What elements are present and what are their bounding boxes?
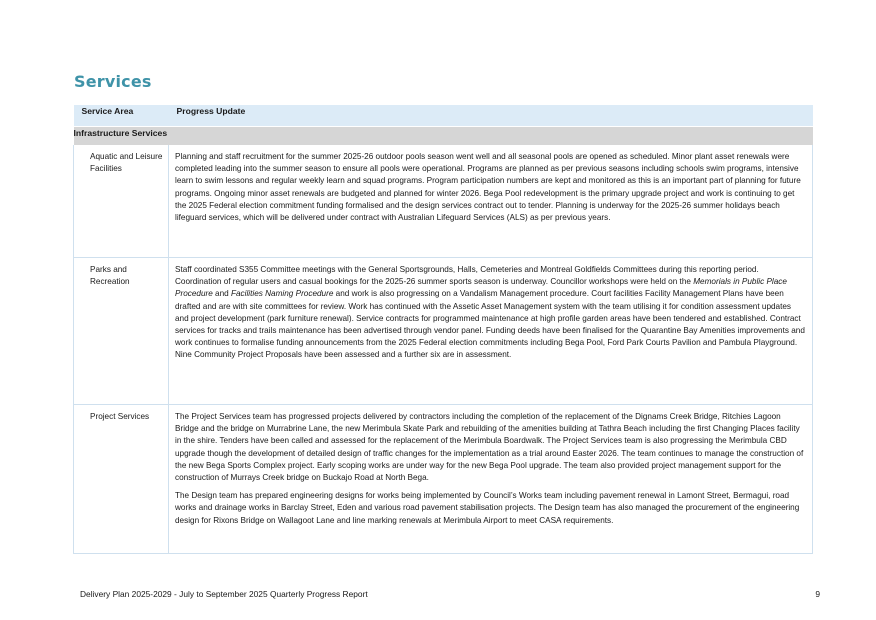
- table-row: [74, 145, 813, 258]
- text-run: and work is also progressing on a Vandalism Management procedure. Court facilities Facility Management Plans have been drafted and are with site committees for review. Work has continued with the Assetic Asset Management system with the team utilising it for condition assessment updates and project development (park furniture renewal). Service contracts for programmed maintenance at high profile garden areas have been tendered and established. Contract services for tracks and trails maintenance has been advertised through vendor panel. Funding deeds have been finalised for the Quarantine Bay Amenities improvements and work continues to formalise funding announcements from the 2025 Federal election commitments including Bega Pool, Ford Park Courts Pavilion and Pambula Playground. Nine Community Project Proposals have been assessed and a further six are in assessment.: [175, 289, 805, 360]
- service-area-cell: Aquatic and Leisure Facilities: [74, 145, 169, 258]
- progress-paragraph: [175, 264, 806, 362]
- progress-update-cell: [169, 145, 813, 258]
- page-number: 9: [815, 589, 820, 599]
- text-run: Staff coordinated S355 Committee meetings with the General Sportsgrounds, Halls, Cemeteries and Montreal Goldfields Committees during this reporting period. Coordination of regular users and casual bookings for the 2025-26 summer sports season is underway. Councillor workshops were held on the: [175, 265, 759, 287]
- text-run: Planning and staff recruitment for the summer 2025-26 outdoor pools season went well and all seasonal pools are opened as scheduled. Minor plant asset renewals were completed leading into the summer season to ensure all pools were operational. Programs are planned as per previous seasons including schools swim programs, intensive learn to swim lessons and regular weekly learn and squad programs. Program participation numbers are kept and monitored as this is an important part of planning for future programs. Ongoing minor asset renewals are budgeted and planned for winter 2026. Bega Pool redevelopment is the primary upgrade project and work is continuing to get the 2025 Federal election commitment funding formalised and the design services contract out to tender. Planning is underway for the 2025-26 summer holidays beach lifeguard services, which will be delivered under contract with Australian Lifeguard Services (ALS) as per previous years.: [175, 152, 801, 223]
- text-run: and: [212, 289, 231, 299]
- table-row: [74, 405, 813, 554]
- group-row: [74, 127, 813, 146]
- procedure-name: Memorials in Public Place Procedure: [175, 277, 787, 299]
- column-header-service-area: Service Area: [74, 105, 169, 127]
- procedure-name: Facilities Naming Procedure: [231, 289, 334, 299]
- progress-paragraph: [175, 490, 806, 527]
- service-area-cell: Project Services: [74, 405, 169, 554]
- table-header-row: [74, 105, 813, 127]
- services-table: [73, 105, 813, 554]
- progress-update-cell: [169, 258, 813, 405]
- column-header-progress-update: Progress Update: [169, 105, 813, 127]
- text-run: The Project Services team has progressed projects delivered by contractors including the completion of the replacement of the Dignams Creek Bridge, Ritchies Lagoon Bridge and the bridge on Murrabrine Lane, the new Merimbula Skate Park and rebuilding of the amenities building at Tathra Beach including the first Changing Places facility in the shire. Tenders have been called and assessed for the replacement of the Merimbula Boardwalk. The Project Services team is also progressing the Merimbula CBD upgrade though the development of detailed design of traffic changes for the implementation as a trial around Easter 2026. The team continues to manage the construction of the new Bega Sports Complex project. Early scoping works are under way for the new Bega Pool upgrade. The team also provided project management support for the construction of Murrays Creek bridge on Buckajo Road at North Bega.: [175, 412, 804, 483]
- table-row: [74, 258, 813, 405]
- service-area-cell: Parks and Recreation: [74, 258, 169, 405]
- progress-paragraph: [175, 411, 806, 484]
- text-run: The Design team has prepared engineering designs for works being implemented by Council’s Works team including pavement renewal in Lamont Street, Bermagui, road works and drainage works in Barclay Street, Eden and various road pavement stabilisation projects. The Design team has also managed the procurement of the engineering design for Rixons Bridge on Wallagoot Lane and line marking renewals at Merimbula Airport to meet CASA requirements.: [175, 491, 800, 525]
- progress-update-cell: [169, 405, 813, 554]
- page-title: Services: [74, 72, 152, 91]
- progress-paragraph: [175, 151, 806, 224]
- group-label: Infrastructure Services: [74, 127, 813, 146]
- footer-report-title: Delivery Plan 2025-2029 - July to September 2025 Quarterly Progress Report: [80, 589, 368, 599]
